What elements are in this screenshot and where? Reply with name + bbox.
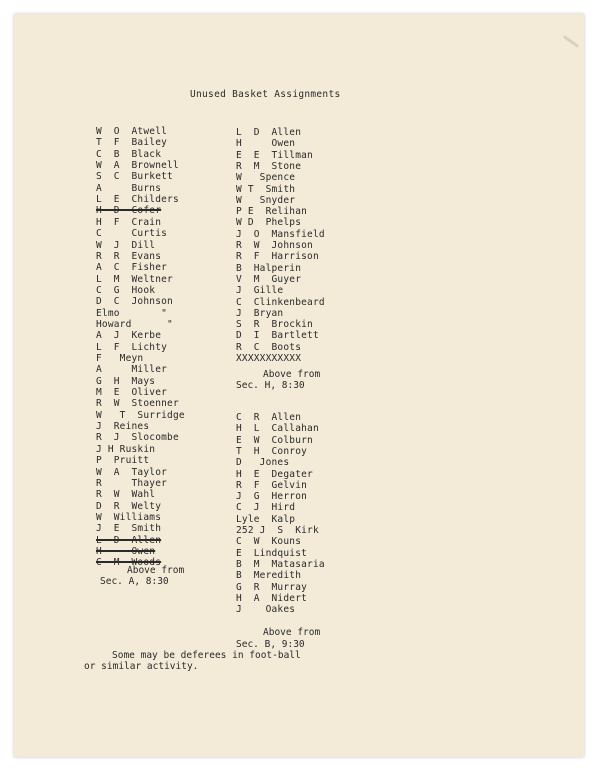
name-entry: D R Welty xyxy=(96,500,162,512)
right-footer-2-line1: Above from xyxy=(263,627,321,638)
name-entry: R W Wahl xyxy=(96,489,156,501)
name-entry: D I Bartlett xyxy=(236,330,319,342)
name-entry: C B Black xyxy=(96,148,162,160)
name-entry: B Halperin xyxy=(236,262,302,274)
name-entry: P E Relihan xyxy=(236,206,308,218)
name-entry: A Burns xyxy=(96,182,162,194)
name-entry: A C Fisher xyxy=(96,262,168,274)
name-entry: A Miller xyxy=(96,364,168,376)
name-entry: B Meredith xyxy=(236,570,302,582)
page-title: Unused Basket Assignments xyxy=(190,89,341,100)
name-entry: J Gille xyxy=(236,285,284,297)
name-entry: D Jones xyxy=(236,457,290,469)
name-entry: C R Allen xyxy=(236,412,302,423)
name-entry: F Meyn xyxy=(96,353,144,364)
name-entry: C Curtis xyxy=(96,228,168,240)
name-entry: C M Woods xyxy=(96,557,162,569)
name-entry: R F Gelvin xyxy=(236,479,308,491)
name-entry: H Owen xyxy=(96,545,156,557)
name-entry: R W Johnson xyxy=(236,240,313,251)
name-entry: E E Tillman xyxy=(236,149,313,161)
right-footer-1-line1: Above from xyxy=(263,369,321,380)
name-entry: H A Nidert xyxy=(236,592,308,604)
name-entry: W T Surridge xyxy=(96,409,185,421)
name-entry: R Thayer xyxy=(96,477,168,489)
name-entry: C Clinkenbeard xyxy=(236,296,325,308)
name-entry: W A Taylor xyxy=(96,466,168,478)
name-entry: M E Oliver xyxy=(96,387,168,399)
name-entry: W O Atwell xyxy=(96,126,168,137)
name-entry: Elmo " xyxy=(96,307,168,319)
name-entry: J Oakes xyxy=(236,604,296,616)
name-entry: L D Allen xyxy=(96,534,162,546)
name-entry: R J Slocombe xyxy=(96,432,179,444)
name-entry: Howard " xyxy=(96,318,173,330)
name-entry: R C Boots xyxy=(236,341,302,353)
name-entry: R R Evans xyxy=(96,250,162,262)
name-entry: D C Johnson xyxy=(96,296,173,308)
name-entry: G H Mays xyxy=(96,375,156,387)
name-entry: B M Matasaria xyxy=(236,558,325,570)
name-entry: A J Kerbe xyxy=(96,330,162,342)
name-entry: L D Allen xyxy=(236,127,302,138)
name-entry: C G Hook xyxy=(96,284,156,296)
name-entry: 252 J S Kirk xyxy=(236,525,319,536)
right-footer-1-line2: Sec. H, 8:30 xyxy=(236,380,305,391)
name-entry: W Spence xyxy=(236,172,296,184)
name-entry: C W Kouns xyxy=(236,536,302,548)
name-entry: E Lindquist xyxy=(236,547,308,559)
name-entry: G R Murray xyxy=(236,581,308,593)
name-entry: J E Smith xyxy=(96,523,162,535)
name-entry: R F Harrison xyxy=(236,251,319,263)
name-entry: W A Brownell xyxy=(96,160,179,172)
left-footer-line1: Above from xyxy=(127,565,185,576)
name-entry: R W Stoenner xyxy=(96,398,179,410)
name-entry: T H Conroy xyxy=(236,445,308,457)
name-entry: J Bryan xyxy=(236,307,284,319)
name-entry: L F Lichty xyxy=(96,341,168,353)
name-entry: J H Ruskin xyxy=(96,443,156,455)
name-entry: C J Hird xyxy=(236,502,296,514)
bottom-note-line1: Some may be deferees in foot-ball xyxy=(112,650,301,661)
name-entry: V M Guyer xyxy=(236,273,302,285)
name-entry: W J Dill xyxy=(96,239,156,251)
name-entry: H D Cofer xyxy=(96,205,162,217)
bottom-note-line2: or similar activity. xyxy=(84,661,199,672)
name-entry: H E Degater xyxy=(236,468,313,480)
name-entry: Lyle Kalp xyxy=(236,513,296,525)
name-entry: P Pruitt xyxy=(96,455,150,467)
name-entry: E W Colburn xyxy=(236,434,313,446)
name-entry: S C Burkett xyxy=(96,171,173,183)
name-entry: J Reines xyxy=(96,421,150,433)
name-entry: XXXXXXXXXXX xyxy=(236,353,302,364)
name-entry: W T Smith xyxy=(236,183,296,195)
name-entry: L E Childers xyxy=(96,194,179,206)
right-footer-2-line2: Sec. B, 9:30 xyxy=(236,639,305,650)
name-entry: H F Crain xyxy=(96,216,162,228)
name-entry: W Williams xyxy=(96,511,162,523)
name-entry: J O Mansfield xyxy=(236,228,325,240)
name-entry: S R Brockin xyxy=(236,319,313,331)
name-entry: R M Stone xyxy=(236,160,302,172)
name-entry: L M Weltner xyxy=(96,273,173,285)
name-entry: H L Callahan xyxy=(236,423,319,435)
name-entry: W Snyder xyxy=(236,194,296,206)
name-entry: T F Bailey xyxy=(96,137,168,149)
name-entry: J G Herron xyxy=(236,491,308,503)
name-entry: H Owen xyxy=(236,138,296,150)
name-entry: W D Phelps xyxy=(236,217,302,229)
left-footer-line2: Sec. A, 8:30 xyxy=(100,576,169,587)
